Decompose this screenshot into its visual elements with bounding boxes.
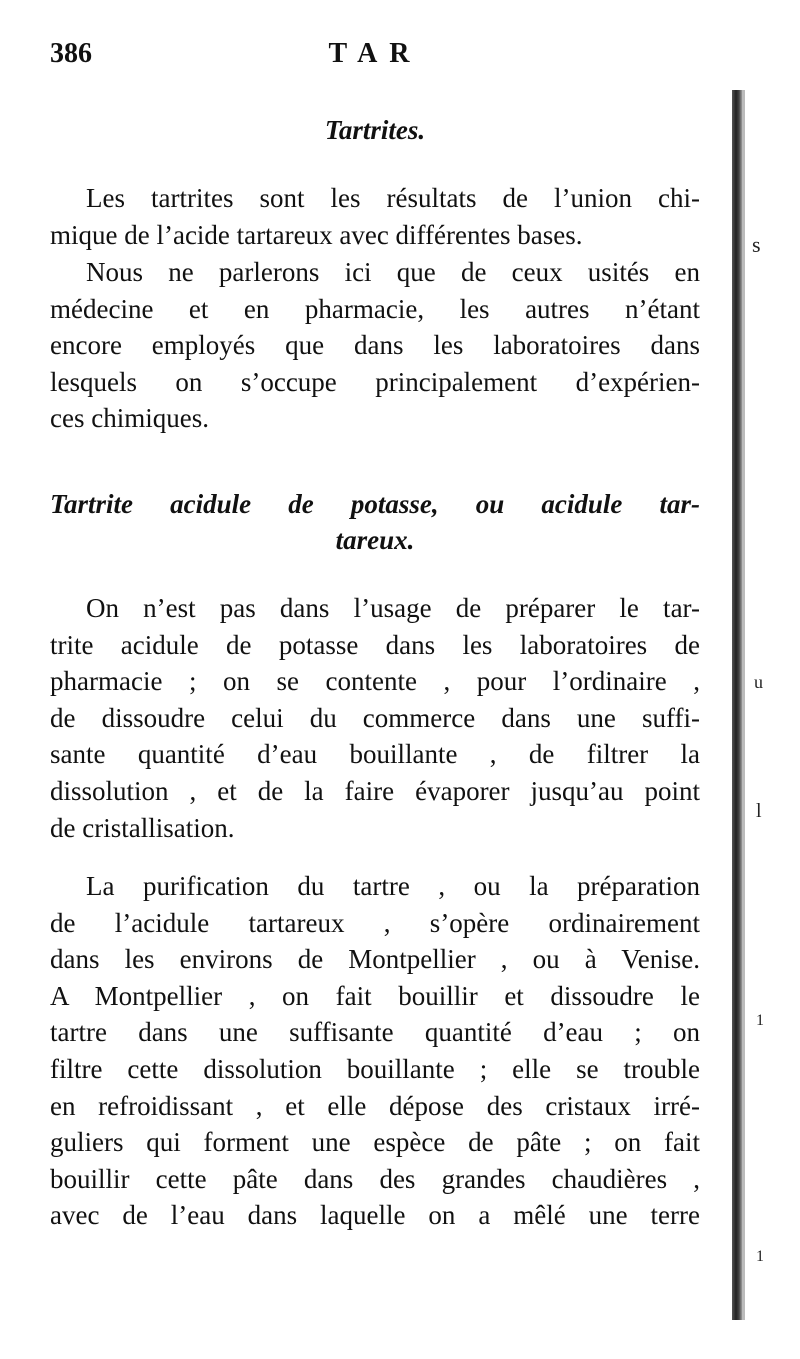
paragraph-line: filtre cette dissolution bouillante ; elle se trouble [50,1053,700,1084]
paragraph-line: Nous ne parlerons ici que de ceux usités en [86,257,700,287]
paragraph-line: Les tartrites sont les résultats de l’union chi- [86,183,700,213]
page-binding-shadow [742,90,745,1320]
paragraph-line: tartre dans une suffisante quantité d’eau ; on [50,1017,700,1048]
subsection-title-line: tareux. [335,525,415,555]
paragraph-line: sante quantité d’eau bouillante , de filtrer la [50,739,700,770]
subsection-title [50,486,700,558]
paragraph-3 [50,590,700,846]
paragraph-line: avec de l’eau dans laquelle on a mêlé une terre [50,1200,700,1231]
paragraph-line: A Montpellier , on fait bouillir et dissoudre le [50,980,700,1011]
margin-mark: l [756,800,762,822]
page-binding-edge [732,90,742,1320]
page-header [50,38,700,78]
paragraph-line: On n’est pas dans l’usage de préparer le tar- [86,593,700,623]
margin-mark: u [754,672,763,692]
paragraph-line: lesquels on s’occupe principalement d’expérien- [50,366,700,397]
subsection-title-line: Tartrite acidule de potasse, ou acidule tar- [50,489,700,519]
paragraph-line: dans les environs de Montpellier , ou à Venise. [50,944,700,975]
section-title-text: Tartrites. [324,115,426,145]
paragraph-line: médecine et en pharmacie, les autres n’étant [50,293,700,324]
paragraph-line: dissolution , et de la faire évaporer jusqu’au point [50,775,700,806]
paragraph-line: en refroidissant , et elle dépose des cristaux irré- [50,1090,700,1121]
paragraph-line: encore employés que dans les laboratoires dans [50,330,700,361]
running-head: TAR [328,38,422,69]
page-number: 386 [50,38,92,69]
paragraph-line: bouillir cette pâte dans des grandes chaudières , [50,1163,700,1194]
margin-mark: 1 [756,1012,764,1029]
paragraph-line: mique de l’acide tartareux avec différentes bases. [50,219,583,250]
paragraph-line: de dissoudre celui du commerce dans une suffi- [50,702,700,733]
paragraph-line: La purification du tartre , ou la préparation [86,871,700,901]
paragraph-2 [50,254,700,437]
paragraph-line: de cristallisation. [50,812,235,843]
paragraph-1 [50,180,700,253]
paragraph-line: de l’acidule tartareux , s’opère ordinairement [50,907,700,938]
paragraph-line: ces chimiques. [50,403,209,434]
paragraph-line: trite acidule de potasse dans les laboratoires de [50,629,700,660]
paragraph-line: pharmacie ; on se contente , pour l’ordinaire , [50,666,700,697]
paragraph-line: guliers qui forment une espèce de pâte ; on fait [50,1127,700,1158]
section-title [50,112,700,148]
margin-mark: s [752,232,761,257]
margin-mark: 1 [756,1248,764,1265]
paragraph-4 [50,868,700,1234]
